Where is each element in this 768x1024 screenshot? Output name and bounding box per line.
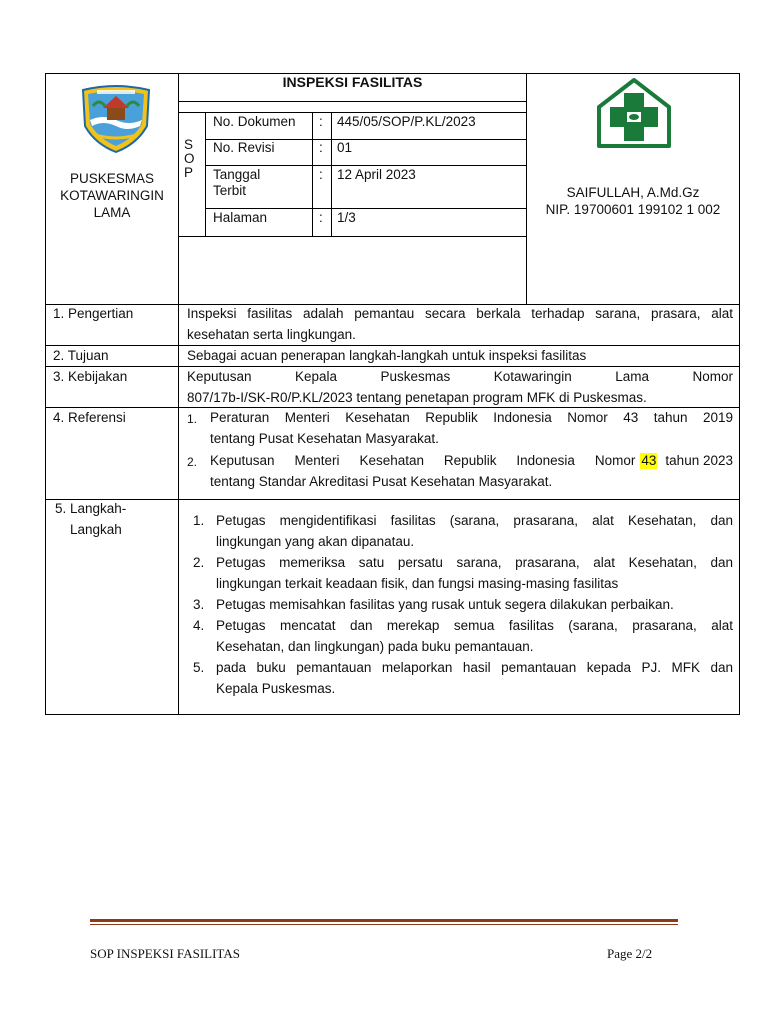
footer-page-number: Page 2/2: [607, 946, 653, 961]
list-item-line: Petugas memeriksa satu persatu sarana, prasarana, alat Kesehatan, dan: [216, 555, 733, 570]
list-item-line: Petugas mengidentifikasi fasilitas (sarana, prasarana, alat Kesehatan, dan: [216, 513, 733, 528]
field-separator: :: [319, 210, 323, 225]
list-item-line: lingkungan yang akan dipanatau.: [216, 534, 415, 549]
list-number: 3.: [193, 597, 205, 612]
field-separator: :: [319, 114, 323, 129]
field-label: No. Dokumen: [213, 114, 296, 129]
list-number: 5.: [193, 660, 205, 675]
org-name: [46, 170, 178, 221]
list-item-line: tentang Pusat Kesehatan Masyarakat.: [210, 431, 439, 446]
field-value: 01: [337, 140, 353, 155]
section-text: 807/17b-I/SK-R0/P.KL/2023 tentang penetapan program MFK di Puskesmas.: [187, 390, 647, 405]
list-item-line: tentang Standar Akreditasi Pusat Kesehatan Masyarakat.: [210, 474, 553, 489]
list-item-line: Petugas mencatat dan merekap semua fasilitas (sarana, prasarana, alat: [216, 618, 733, 633]
field-label: Halaman: [213, 210, 268, 225]
section-label: 4. Referensi: [53, 410, 126, 425]
field-label: No. Revisi: [213, 140, 275, 155]
footer-rule-thin: [90, 924, 678, 925]
word: Kepala: [295, 369, 338, 384]
word: Puskesmas: [380, 369, 451, 384]
field-label: Terbit: [213, 183, 247, 198]
section-text: kesehatan serta lingkungan.: [187, 327, 356, 342]
word: Kotawaringin: [493, 369, 572, 384]
list-item-line: lingkungan terkait keadaan fisik, dan fungsi masing-masing fasilitas: [216, 576, 619, 591]
sop-letter: P: [184, 165, 194, 180]
org-name-line: PUSKESMAS: [69, 171, 155, 186]
puskesmas-logo-icon: [595, 77, 673, 149]
field-value: 12 April 2023: [337, 167, 416, 182]
field-value: 445/05/SOP/P.KL/2023: [337, 114, 476, 129]
footer-doc-title: SOP INSPEKSI FASILITAS: [90, 946, 240, 961]
org-name-line: LAMA: [93, 205, 131, 220]
list-item-line: [210, 453, 733, 469]
section-label: 2. Tujuan: [53, 348, 109, 363]
list-number: 2.: [193, 555, 205, 570]
field-separator: :: [319, 140, 323, 155]
list-item-line: pada buku pemantauan melaporkan hasil pemantauan kepada PJ. MFK dan: [216, 660, 733, 675]
signer-block: [527, 184, 739, 218]
sop-vertical-label: [184, 138, 195, 180]
list-item-line: Kesehatan, dan lingkungan) pada buku pemantauan.: [216, 639, 534, 654]
field-value: 1/3: [337, 210, 356, 225]
section-text: Sebagai acuan penerapan langkah-langkah untuk inspeksi fasilitas: [187, 348, 587, 363]
word: Keputusan: [187, 369, 252, 384]
sop-letter: O: [184, 151, 195, 166]
regency-emblem-icon: [77, 84, 155, 154]
list-number: 2.: [187, 455, 198, 469]
list-number: 1.: [193, 513, 205, 528]
list-item-line: Kepala Puskesmas.: [216, 681, 336, 696]
list-item-line: Petugas memisahkan fasilitas yang rusak untuk segera dilakukan perbaikan.: [216, 597, 674, 612]
document-title: INSPEKSI FASILITAS: [282, 74, 423, 90]
section-label: 5. Langkah-: [55, 501, 127, 516]
section-text: Inspeksi fasilitas adalah pemantau secara berkala terhadap sarana, prasara, alat: [187, 306, 733, 321]
signer-nip: NIP. 19700601 199102 1 002: [545, 202, 721, 217]
list-number: 4.: [193, 618, 205, 633]
footer-rule: [90, 919, 678, 922]
org-name-line: KOTAWARINGIN: [60, 188, 164, 203]
field-label: Tanggal: [213, 167, 261, 182]
highlighted-number: 43: [641, 453, 657, 468]
text-segment: tahun 2023: [665, 453, 733, 468]
signer-name: SAIFULLAH, A.Md.Gz: [566, 185, 700, 200]
list-number: 1.: [187, 412, 198, 426]
word: Lama: [615, 369, 650, 384]
section-label: Langkah: [70, 522, 122, 537]
section-label: 1. Pengertian: [53, 306, 134, 321]
section-label: 3. Kebijakan: [53, 369, 128, 384]
text-segment: Keputusan Menteri Kesehatan Republik Indonesia Nomor: [210, 453, 636, 468]
field-separator: :: [319, 167, 323, 182]
list-item-line: Peraturan Menteri Kesehatan Republik Indonesia Nomor 43 tahun 2019: [210, 410, 733, 425]
sop-letter: S: [184, 137, 194, 152]
kebijakan-line-1: [187, 369, 733, 385]
word: Nomor: [692, 369, 733, 384]
